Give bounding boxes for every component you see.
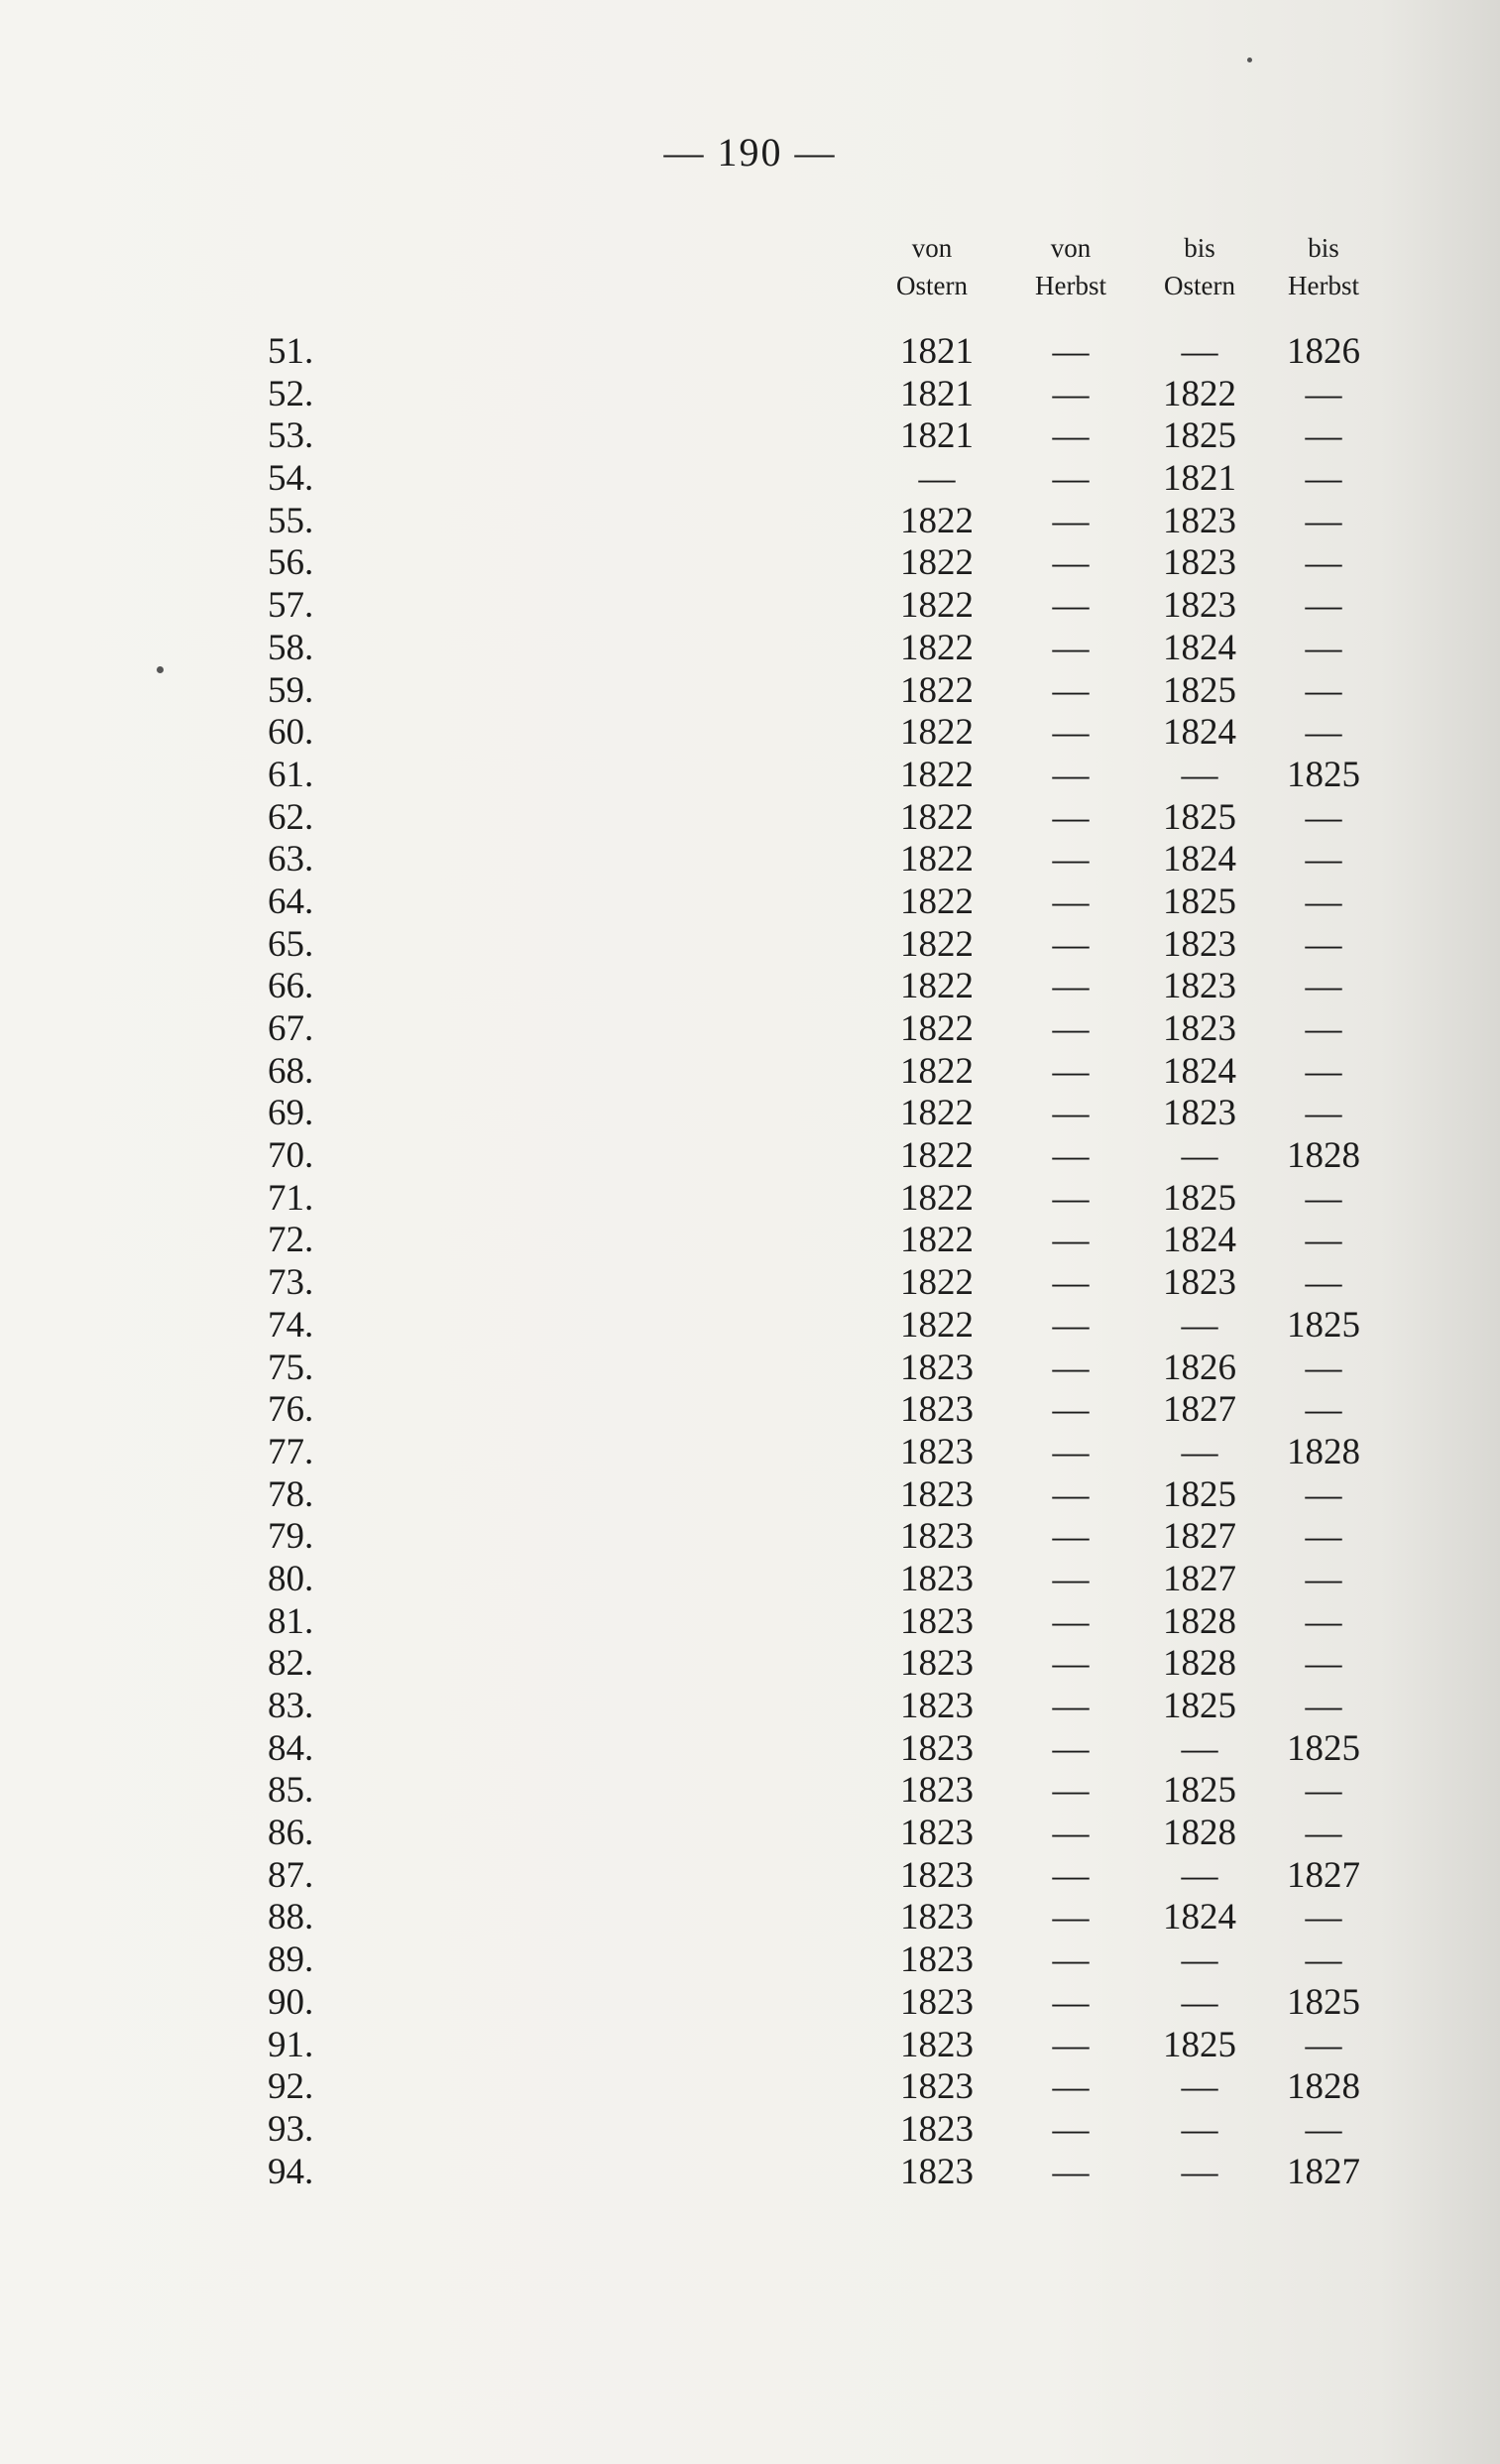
- bis-ostern-cell: 1824: [1163, 839, 1236, 880]
- bis-herbst-cell: —: [1305, 1516, 1342, 1558]
- row-number: 79.: [268, 1516, 314, 1558]
- von-herbst-cell: —: [1052, 627, 1090, 668]
- row-number: 74.: [268, 1304, 314, 1346]
- bis-herbst-cell: 1828: [1287, 2066, 1360, 2108]
- bis-herbst-cell: —: [1305, 1050, 1342, 1092]
- von-ostern-cell: 1822: [900, 1050, 974, 1092]
- von-herbst-cell: —: [1052, 1177, 1090, 1219]
- von-ostern-cell: 1823: [900, 1389, 974, 1431]
- von-ostern-cell: 1823: [900, 1981, 974, 2023]
- row-number: 90.: [268, 1981, 314, 2023]
- bis-ostern-cell: —: [1181, 754, 1218, 795]
- bis-ostern-cell: 1823: [1163, 542, 1236, 584]
- bis-herbst-cell: —: [1305, 1643, 1342, 1685]
- von-herbst-cell: —: [1052, 2151, 1090, 2192]
- dust-speck: [1247, 58, 1252, 62]
- von-ostern-cell: 1823: [900, 1516, 974, 1558]
- bis-herbst-cell: —: [1305, 669, 1342, 711]
- table-row: [268, 2025, 1378, 2067]
- von-herbst-cell: —: [1052, 1854, 1090, 1896]
- bis-herbst-cell: —: [1305, 1008, 1342, 1049]
- bis-ostern-cell: 1827: [1163, 1389, 1236, 1431]
- von-ostern-cell: 1823: [900, 1770, 974, 1812]
- von-herbst-cell: —: [1052, 839, 1090, 880]
- bis-herbst-cell: 1827: [1287, 1854, 1360, 1896]
- bis-herbst-cell: —: [1305, 2108, 1342, 2150]
- row-number: 59.: [268, 669, 314, 711]
- von-ostern-cell: 1823: [900, 1347, 974, 1388]
- bis-ostern-cell: 1823: [1163, 500, 1236, 541]
- row-number: 54.: [268, 458, 314, 500]
- bis-ostern-cell: —: [1181, 2066, 1218, 2108]
- bis-herbst-cell: —: [1305, 1177, 1342, 1219]
- row-number: 72.: [268, 1220, 314, 1261]
- von-herbst-cell: —: [1052, 1558, 1090, 1599]
- von-ostern-cell: 1822: [900, 585, 974, 627]
- bis-ostern-cell: 1825: [1163, 796, 1236, 838]
- von-herbst-cell: —: [1052, 1262, 1090, 1304]
- row-number: 84.: [268, 1727, 314, 1769]
- table-row: [268, 585, 1378, 628]
- table-row: [268, 1855, 1378, 1898]
- bis-herbst-cell: 1825: [1287, 754, 1360, 795]
- von-herbst-cell: —: [1052, 1939, 1090, 1981]
- bis-ostern-cell: 1823: [1163, 585, 1236, 627]
- von-ostern-cell: 1822: [900, 923, 974, 965]
- von-ostern-cell: 1823: [900, 1643, 974, 1685]
- von-herbst-cell: —: [1052, 1770, 1090, 1812]
- bis-ostern-cell: 1822: [1163, 373, 1236, 414]
- column-header-line2: Ostern: [1164, 270, 1235, 300]
- table-row: [268, 797, 1378, 840]
- table-row: [268, 1728, 1378, 1771]
- column-header-line2: Herbst: [1288, 270, 1359, 300]
- row-number: 81.: [268, 1600, 314, 1642]
- bis-herbst-cell: —: [1305, 1897, 1342, 1938]
- table-row: [268, 1389, 1378, 1432]
- von-herbst-cell: —: [1052, 500, 1090, 541]
- bis-herbst-cell: 1825: [1287, 1304, 1360, 1346]
- bis-herbst-cell: —: [1305, 1600, 1342, 1642]
- bis-ostern-cell: 1825: [1163, 880, 1236, 922]
- bis-ostern-cell: —: [1181, 2151, 1218, 2192]
- von-herbst-cell: —: [1052, 1727, 1090, 1769]
- bis-ostern-cell: 1824: [1163, 712, 1236, 754]
- row-number: 52.: [268, 373, 314, 414]
- von-herbst-cell: —: [1052, 331, 1090, 372]
- column-header-line1: von: [911, 233, 953, 263]
- bis-herbst-cell: —: [1305, 966, 1342, 1007]
- row-number: 86.: [268, 1813, 314, 1854]
- von-herbst-cell: —: [1052, 966, 1090, 1007]
- row-number: 62.: [268, 796, 314, 838]
- von-ostern-cell: —: [918, 458, 956, 500]
- bis-ostern-cell: —: [1181, 1981, 1218, 2023]
- row-number: 71.: [268, 1177, 314, 1219]
- von-herbst-cell: —: [1052, 542, 1090, 584]
- dust-speck: [157, 666, 164, 673]
- von-herbst-cell: —: [1052, 754, 1090, 795]
- row-number: 78.: [268, 1473, 314, 1515]
- table-row: [268, 1516, 1378, 1559]
- von-ostern-cell: 1821: [900, 415, 974, 457]
- von-herbst-cell: —: [1052, 1093, 1090, 1134]
- von-ostern-cell: 1822: [900, 1008, 974, 1049]
- von-herbst-cell: —: [1052, 1473, 1090, 1515]
- bis-ostern-cell: 1825: [1163, 1177, 1236, 1219]
- von-ostern-cell: 1822: [900, 839, 974, 880]
- bis-herbst-cell: —: [1305, 1389, 1342, 1431]
- table-row: [268, 1559, 1378, 1601]
- von-ostern-cell: 1823: [900, 2151, 974, 2192]
- bis-herbst-cell: —: [1305, 1558, 1342, 1599]
- table-row: [268, 501, 1378, 543]
- row-number: 83.: [268, 1686, 314, 1726]
- von-herbst-cell: —: [1052, 1897, 1090, 1938]
- table-row: [268, 458, 1378, 501]
- bis-ostern-cell: —: [1181, 2108, 1218, 2150]
- bis-herbst-cell: —: [1305, 627, 1342, 668]
- bis-ostern-cell: —: [1181, 1304, 1218, 1346]
- bis-herbst-cell: 1828: [1287, 1431, 1360, 1472]
- von-herbst-cell: —: [1052, 1516, 1090, 1558]
- von-herbst-cell: —: [1052, 1813, 1090, 1854]
- table-row: [268, 1262, 1378, 1305]
- table-row: [268, 415, 1378, 458]
- row-number: 85.: [268, 1770, 314, 1812]
- bis-herbst-cell: 1828: [1287, 1135, 1360, 1177]
- bis-ostern-cell: 1828: [1163, 1600, 1236, 1642]
- von-herbst-cell: —: [1052, 415, 1090, 457]
- von-ostern-cell: 1822: [900, 1262, 974, 1304]
- von-herbst-cell: —: [1052, 1431, 1090, 1472]
- von-ostern-cell: 1822: [900, 669, 974, 711]
- von-herbst-cell: —: [1052, 796, 1090, 838]
- bis-ostern-cell: 1824: [1163, 1050, 1236, 1092]
- column-header-line1: bis: [1184, 233, 1215, 263]
- von-ostern-cell: 1823: [900, 2066, 974, 2108]
- row-number: 89.: [268, 1939, 314, 1981]
- column-header-bis-herbst: [1254, 230, 1393, 305]
- bis-ostern-cell: 1825: [1163, 1473, 1236, 1515]
- table-row: [268, 1474, 1378, 1517]
- von-herbst-cell: —: [1052, 2108, 1090, 2150]
- von-ostern-cell: 1822: [900, 880, 974, 922]
- von-herbst-cell: —: [1052, 2024, 1090, 2065]
- von-ostern-cell: 1823: [900, 1854, 974, 1896]
- bis-herbst-cell: —: [1305, 796, 1342, 838]
- von-herbst-cell: —: [1052, 1050, 1090, 1092]
- column-header-von-ostern: [863, 230, 1001, 305]
- bis-herbst-cell: 1825: [1287, 1981, 1360, 2023]
- von-ostern-cell: 1823: [900, 1686, 974, 1726]
- von-herbst-cell: —: [1052, 1981, 1090, 2023]
- von-ostern-cell: 1822: [900, 542, 974, 584]
- table-row: [268, 1093, 1378, 1135]
- von-ostern-cell: 1822: [900, 500, 974, 541]
- bis-ostern-cell: 1827: [1163, 1516, 1236, 1558]
- table-row: [268, 1939, 1378, 1982]
- bis-ostern-cell: 1828: [1163, 1813, 1236, 1854]
- bis-ostern-cell: 1823: [1163, 966, 1236, 1007]
- row-number: 51.: [268, 331, 314, 372]
- bis-ostern-cell: —: [1181, 1431, 1218, 1472]
- von-ostern-cell: 1822: [900, 796, 974, 838]
- table-row: [268, 1813, 1378, 1855]
- table-row: [268, 2152, 1378, 2194]
- bis-ostern-cell: 1824: [1163, 1897, 1236, 1938]
- row-number: 57.: [268, 585, 314, 627]
- row-number: 94.: [268, 2151, 314, 2192]
- row-number: 66.: [268, 966, 314, 1007]
- von-ostern-cell: 1822: [900, 966, 974, 1007]
- von-ostern-cell: 1823: [900, 1727, 974, 1769]
- von-herbst-cell: —: [1052, 585, 1090, 627]
- table-row: [268, 670, 1378, 713]
- bis-ostern-cell: 1825: [1163, 415, 1236, 457]
- von-herbst-cell: —: [1052, 1135, 1090, 1177]
- table-row: [268, 1178, 1378, 1221]
- von-herbst-cell: —: [1052, 880, 1090, 922]
- bis-herbst-cell: —: [1305, 1770, 1342, 1812]
- row-number: 68.: [268, 1050, 314, 1092]
- von-ostern-cell: 1823: [900, 2024, 974, 2065]
- von-herbst-cell: —: [1052, 669, 1090, 711]
- bis-ostern-cell: 1825: [1163, 2024, 1236, 2065]
- row-number: 75.: [268, 1347, 314, 1388]
- row-number: 65.: [268, 923, 314, 965]
- table-row: [268, 1686, 1378, 1728]
- bis-ostern-cell: 1823: [1163, 1262, 1236, 1304]
- bis-ostern-cell: 1825: [1163, 1770, 1236, 1812]
- page-number: — 190 —: [663, 130, 837, 175]
- von-herbst-cell: —: [1052, 923, 1090, 965]
- bis-herbst-cell: —: [1305, 1093, 1342, 1134]
- bis-herbst-cell: —: [1305, 839, 1342, 880]
- row-number: 73.: [268, 1262, 314, 1304]
- column-header-line2: Ostern: [896, 270, 968, 300]
- von-ostern-cell: 1823: [900, 2108, 974, 2150]
- table-row: [268, 542, 1378, 585]
- row-number: 77.: [268, 1431, 314, 1472]
- bis-herbst-cell: —: [1305, 1813, 1342, 1854]
- row-number: 61.: [268, 754, 314, 795]
- bis-ostern-cell: 1823: [1163, 1008, 1236, 1049]
- row-number: 93.: [268, 2108, 314, 2150]
- table-row: [268, 924, 1378, 967]
- von-ostern-cell: 1823: [900, 1813, 974, 1854]
- von-ostern-cell: 1823: [900, 1939, 974, 1981]
- bis-ostern-cell: 1825: [1163, 669, 1236, 711]
- von-herbst-cell: —: [1052, 1643, 1090, 1685]
- row-number: 82.: [268, 1643, 314, 1685]
- von-ostern-cell: 1821: [900, 373, 974, 414]
- von-herbst-cell: —: [1052, 712, 1090, 754]
- bis-ostern-cell: 1826: [1163, 1347, 1236, 1388]
- von-herbst-cell: —: [1052, 1600, 1090, 1642]
- row-number: 88.: [268, 1897, 314, 1938]
- von-ostern-cell: 1823: [900, 1558, 974, 1599]
- von-ostern-cell: 1822: [900, 1093, 974, 1134]
- bis-ostern-cell: —: [1181, 1727, 1218, 1769]
- bis-herbst-cell: —: [1305, 880, 1342, 922]
- row-number: 67.: [268, 1008, 314, 1049]
- column-header-line1: von: [1050, 233, 1092, 263]
- bis-herbst-cell: —: [1305, 1262, 1342, 1304]
- von-herbst-cell: —: [1052, 1686, 1090, 1726]
- bis-herbst-cell: —: [1305, 542, 1342, 584]
- row-number: 60.: [268, 712, 314, 754]
- von-ostern-cell: 1822: [900, 627, 974, 668]
- table-row: [268, 1770, 1378, 1813]
- bis-herbst-cell: 1827: [1287, 2151, 1360, 2192]
- bis-ostern-cell: —: [1181, 331, 1218, 372]
- bis-herbst-cell: —: [1305, 585, 1342, 627]
- row-number: 91.: [268, 2024, 314, 2065]
- von-ostern-cell: 1822: [900, 1220, 974, 1261]
- table-row: [268, 331, 1378, 374]
- bis-ostern-cell: 1821: [1163, 458, 1236, 500]
- bis-herbst-cell: —: [1305, 415, 1342, 457]
- von-ostern-cell: 1823: [900, 1473, 974, 1515]
- von-herbst-cell: —: [1052, 1347, 1090, 1388]
- bis-herbst-cell: —: [1305, 923, 1342, 965]
- table-row: [268, 1220, 1378, 1262]
- bis-herbst-cell: —: [1305, 1347, 1342, 1388]
- von-ostern-cell: 1822: [900, 712, 974, 754]
- row-number: 87.: [268, 1854, 314, 1896]
- bis-ostern-cell: —: [1181, 1854, 1218, 1896]
- von-ostern-cell: 1822: [900, 1304, 974, 1346]
- bis-herbst-cell: —: [1305, 1939, 1342, 1981]
- bis-herbst-cell: 1825: [1287, 1727, 1360, 1769]
- row-number: 69.: [268, 1093, 314, 1134]
- bis-ostern-cell: 1823: [1163, 1093, 1236, 1134]
- von-ostern-cell: 1822: [900, 754, 974, 795]
- bis-herbst-cell: 1826: [1287, 331, 1360, 372]
- table-row: [268, 712, 1378, 755]
- bis-herbst-cell: —: [1305, 1220, 1342, 1261]
- row-number: 55.: [268, 500, 314, 541]
- table-row: [268, 1432, 1378, 1474]
- von-ostern-cell: 1823: [900, 1897, 974, 1938]
- bis-herbst-cell: —: [1305, 2024, 1342, 2065]
- table-row: [268, 2066, 1378, 2109]
- row-number: 70.: [268, 1135, 314, 1177]
- bis-ostern-cell: 1823: [1163, 923, 1236, 965]
- table-row: [268, 628, 1378, 670]
- von-ostern-cell: 1822: [900, 1135, 974, 1177]
- bis-herbst-cell: —: [1305, 1686, 1342, 1726]
- row-number: 92.: [268, 2066, 314, 2108]
- bis-ostern-cell: 1825: [1163, 1686, 1236, 1726]
- von-ostern-cell: 1823: [900, 1600, 974, 1642]
- column-header-line2: Herbst: [1035, 270, 1106, 300]
- von-herbst-cell: —: [1052, 1389, 1090, 1431]
- bis-ostern-cell: 1824: [1163, 1220, 1236, 1261]
- von-herbst-cell: —: [1052, 1008, 1090, 1049]
- row-number: 80.: [268, 1558, 314, 1599]
- table-row: [268, 1897, 1378, 1939]
- row-number: 64.: [268, 880, 314, 922]
- row-number: 63.: [268, 839, 314, 880]
- von-herbst-cell: —: [1052, 2066, 1090, 2108]
- table-row: [268, 881, 1378, 924]
- table-row: [268, 1643, 1378, 1686]
- row-number: 58.: [268, 627, 314, 668]
- row-number: 53.: [268, 415, 314, 457]
- von-herbst-cell: —: [1052, 458, 1090, 500]
- table-row: [268, 1008, 1378, 1051]
- table-row: [268, 1601, 1378, 1644]
- bis-ostern-cell: 1828: [1163, 1643, 1236, 1685]
- column-header-bis-ostern: [1130, 230, 1269, 305]
- column-header-line1: bis: [1308, 233, 1339, 263]
- table-row: [268, 374, 1378, 416]
- bis-herbst-cell: —: [1305, 712, 1342, 754]
- von-ostern-cell: 1823: [900, 1431, 974, 1472]
- bis-herbst-cell: —: [1305, 500, 1342, 541]
- bis-herbst-cell: —: [1305, 373, 1342, 414]
- table-row: [268, 1051, 1378, 1094]
- bis-herbst-cell: —: [1305, 458, 1342, 500]
- table-row: [268, 2109, 1378, 2152]
- von-herbst-cell: —: [1052, 373, 1090, 414]
- student-table: [268, 331, 1378, 2193]
- row-number: 56.: [268, 542, 314, 584]
- table-row: [268, 1982, 1378, 2025]
- von-ostern-cell: 1821: [900, 331, 974, 372]
- column-header-von-herbst: [1001, 230, 1140, 305]
- bis-ostern-cell: —: [1181, 1135, 1218, 1177]
- table-row: [268, 755, 1378, 797]
- row-number: 76.: [268, 1389, 314, 1431]
- bis-ostern-cell: 1827: [1163, 1558, 1236, 1599]
- bis-ostern-cell: —: [1181, 1939, 1218, 1981]
- bis-herbst-cell: —: [1305, 1473, 1342, 1515]
- table-row: [268, 1305, 1378, 1348]
- von-herbst-cell: —: [1052, 1220, 1090, 1261]
- table-row: [268, 839, 1378, 881]
- von-herbst-cell: —: [1052, 1304, 1090, 1346]
- table-row: [268, 1135, 1378, 1178]
- table-row: [268, 1348, 1378, 1390]
- table-row: [268, 966, 1378, 1008]
- von-ostern-cell: 1822: [900, 1177, 974, 1219]
- bis-ostern-cell: 1824: [1163, 627, 1236, 668]
